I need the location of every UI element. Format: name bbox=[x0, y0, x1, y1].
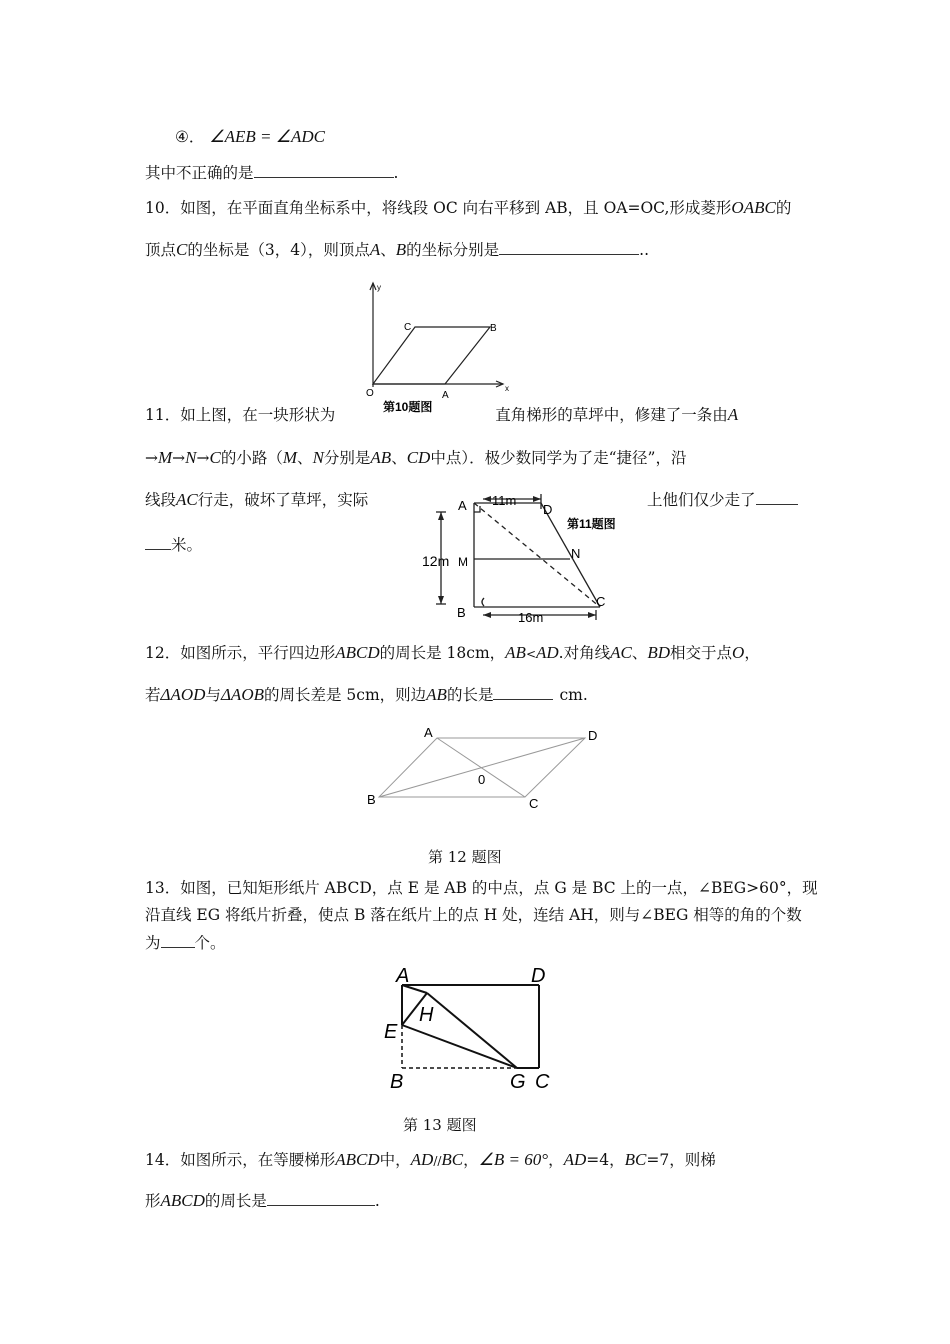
q14-math: ABCD bbox=[335, 1150, 380, 1169]
q13-line2: 沿直线 EG 将纸片折叠，使点 B 落在纸片上的点 H 处，连结 AH，则与∠BEG 相等的角的个数 bbox=[145, 906, 802, 924]
q14-text: . bbox=[374, 1192, 380, 1210]
q11-math: M bbox=[158, 448, 173, 467]
q12-text: < bbox=[525, 647, 536, 661]
q11-math: N bbox=[185, 448, 197, 467]
fig11-dim-bottom: 16m bbox=[518, 610, 544, 625]
q14-math: BC bbox=[441, 1150, 464, 1169]
answer-blank[interactable] bbox=[145, 535, 171, 550]
q14-math: AD bbox=[410, 1150, 434, 1169]
q14-math: ∠B = 60° bbox=[478, 1150, 549, 1169]
q12-line1 bbox=[145, 643, 760, 664]
fig12-caption: 第 12 题图 bbox=[428, 848, 502, 866]
fig11-label-B: B bbox=[457, 605, 466, 620]
q12-text: 、 bbox=[631, 644, 648, 662]
q9-item4-num: ④． bbox=[175, 128, 205, 146]
fig10-label-C: C bbox=[404, 322, 412, 333]
q12-math: AB bbox=[505, 643, 526, 662]
q12-math: O bbox=[732, 643, 745, 662]
fig13-label-H: H bbox=[419, 1004, 434, 1026]
q11-line2 bbox=[145, 448, 686, 468]
fig13-label-D: D bbox=[531, 965, 546, 987]
q12-text: ， bbox=[744, 644, 760, 662]
fig10-label-x: x bbox=[505, 384, 509, 393]
q12-math: BD bbox=[647, 643, 671, 662]
fig11-label-A: A bbox=[458, 498, 467, 513]
q12-text: .对角线 bbox=[558, 644, 611, 662]
fig11-caption: 第11题图 bbox=[567, 517, 616, 531]
q14-text: ， bbox=[548, 1151, 564, 1169]
q14-text: 14．如图所示，在等腰梯形 bbox=[145, 1151, 336, 1169]
q10-text: .. bbox=[639, 241, 650, 259]
q9-ask-text: 其中不正确的是 bbox=[145, 164, 254, 182]
q12-math: AC bbox=[610, 643, 632, 662]
fig10-label-O: O bbox=[366, 388, 374, 399]
q10-math: A bbox=[369, 240, 381, 259]
q11-math: AB bbox=[370, 448, 392, 467]
q12-text: 12．如图所示，平行四边形 bbox=[145, 644, 336, 662]
q11-math: CD bbox=[406, 448, 431, 467]
q10-text: 顶点 bbox=[145, 241, 177, 259]
q11-text: 行走，破坏了草坪，实际 bbox=[197, 491, 369, 509]
q14-text: // bbox=[433, 1154, 442, 1168]
answer-blank[interactable] bbox=[161, 933, 195, 948]
q10-text: 的坐标是（3，4），则顶点 bbox=[187, 241, 370, 259]
q11-text: 直角梯形的草坪中，修建了一条由 bbox=[495, 406, 728, 424]
q14-text: 形 bbox=[145, 1192, 161, 1210]
q14-text: 的周长是 bbox=[204, 1192, 267, 1210]
q9-ask bbox=[145, 163, 398, 183]
fig10-caption: 第10题图 bbox=[383, 400, 433, 414]
fig11-label-C: C bbox=[596, 594, 606, 609]
fig10-label-y: y bbox=[377, 283, 381, 292]
q11-math: M bbox=[282, 448, 298, 467]
answer-blank[interactable] bbox=[267, 1191, 375, 1206]
q11-text: 线段 bbox=[145, 491, 177, 509]
q12-math: AB bbox=[426, 685, 447, 704]
q11-line4 bbox=[145, 535, 202, 555]
q10-text: 10．如图，在平面直角坐标系中，将线段 OC 向右平移到 AB，且 OA=OC,形成菱形 bbox=[145, 199, 732, 217]
q13-text: 个。 bbox=[194, 934, 226, 952]
q13-text: 为 bbox=[145, 934, 161, 952]
q11-text: 分别是 bbox=[323, 449, 371, 467]
q9-item4-expr: ∠AEB = ∠ADC bbox=[209, 127, 325, 146]
q11-math: A bbox=[727, 405, 739, 424]
q11-line3 bbox=[145, 490, 368, 510]
q14-text: =4， bbox=[586, 1151, 625, 1169]
q12-math: ΔAOB bbox=[220, 685, 264, 704]
fig11-label-M: M bbox=[458, 555, 468, 569]
q12-text: 与 bbox=[205, 686, 221, 704]
fig13-caption: 第 13 题图 bbox=[403, 1116, 477, 1134]
q12-text: 若 bbox=[145, 686, 161, 704]
q10-text: 的 bbox=[775, 199, 792, 217]
fig10-label-B: B bbox=[490, 323, 497, 334]
q14-line1 bbox=[145, 1150, 716, 1171]
fig12-label-D: D bbox=[588, 728, 598, 743]
q12-math: ΔAOD bbox=[160, 685, 206, 704]
q10-line1 bbox=[145, 198, 791, 218]
q11-line3b bbox=[647, 490, 798, 510]
answer-blank[interactable] bbox=[756, 490, 798, 505]
q10-math: OABC bbox=[731, 198, 776, 217]
q14-text: ， bbox=[463, 1151, 479, 1169]
q12-math: AD bbox=[536, 643, 559, 662]
fig12-label-C: C bbox=[529, 796, 539, 811]
q10-line2 bbox=[145, 240, 649, 260]
q11-math: C bbox=[209, 448, 221, 467]
q12-text: cm. bbox=[559, 686, 588, 704]
q12-text: 的周长是 18cm， bbox=[379, 644, 506, 662]
q11-text: 11．如上图，在一块形状为 bbox=[145, 406, 336, 424]
fig13-label-A: A bbox=[396, 965, 410, 987]
fig11-dim-left: 12m bbox=[422, 553, 450, 569]
q14-math: ABCD bbox=[160, 1191, 205, 1210]
q12-line2 bbox=[145, 685, 588, 705]
fig12-label-B: B bbox=[367, 792, 376, 807]
q12-text: 的周长差是 5cm，则边 bbox=[263, 686, 427, 704]
q14-math: BC bbox=[624, 1150, 647, 1169]
q10-math: C bbox=[176, 240, 188, 259]
q10-text: 、 bbox=[380, 241, 396, 259]
q11-math: N bbox=[312, 448, 324, 467]
fig10-label-A: A bbox=[442, 390, 449, 401]
q13-line1: 13．如图，已知矩形纸片 ABCD，点 E 是 AB 的中点，点 G 是 BC 上的一点，∠BEG>60°，现 bbox=[145, 879, 818, 897]
fig13-label-E: E bbox=[384, 1021, 398, 1043]
q9-item4 bbox=[175, 127, 325, 147]
q11-line1 bbox=[145, 405, 738, 425]
fig13-label-G: G bbox=[510, 1071, 526, 1093]
q11-arrow: → bbox=[196, 449, 210, 467]
fig11-label-N: N bbox=[571, 546, 581, 561]
q14-line2 bbox=[145, 1191, 380, 1211]
q11-arrow: → bbox=[172, 449, 186, 467]
q10-math: B bbox=[395, 240, 407, 259]
fig11-dim-top: 11m bbox=[492, 493, 517, 508]
q14-text: 中， bbox=[379, 1151, 411, 1169]
q9-end: . bbox=[393, 164, 399, 182]
q11-text: 、 bbox=[391, 449, 407, 467]
q11-text: 上他们仅少走了 bbox=[647, 491, 756, 509]
q11-arrow: → bbox=[145, 449, 158, 467]
fig13-label-C: C bbox=[535, 1071, 550, 1093]
q13-line3 bbox=[145, 933, 226, 953]
answer-blank[interactable] bbox=[493, 685, 553, 700]
answer-blank[interactable] bbox=[499, 240, 639, 255]
q12-math: ABCD bbox=[335, 643, 380, 662]
q11-text: 、 bbox=[297, 449, 313, 467]
q10-text: 的坐标分别是 bbox=[406, 241, 500, 259]
fig11-label-D: D bbox=[543, 502, 553, 517]
q12-text: 相交于点 bbox=[670, 644, 733, 662]
fig12-label-A: A bbox=[424, 725, 433, 740]
q14-text: =7，则梯 bbox=[646, 1151, 716, 1169]
q14-math: AD bbox=[563, 1150, 587, 1169]
fig12-label-O: 0 bbox=[478, 772, 486, 787]
q12-text: 的长是 bbox=[446, 686, 494, 704]
q11-text: 的小路（ bbox=[220, 449, 283, 467]
q11-text: 米。 bbox=[171, 536, 203, 554]
q11-math: AC bbox=[176, 490, 198, 509]
fig13-label-B: B bbox=[390, 1071, 404, 1093]
answer-blank[interactable] bbox=[254, 163, 394, 178]
q11-text: 中点）．极少数同学为了走“捷径”，沿 bbox=[430, 449, 687, 467]
